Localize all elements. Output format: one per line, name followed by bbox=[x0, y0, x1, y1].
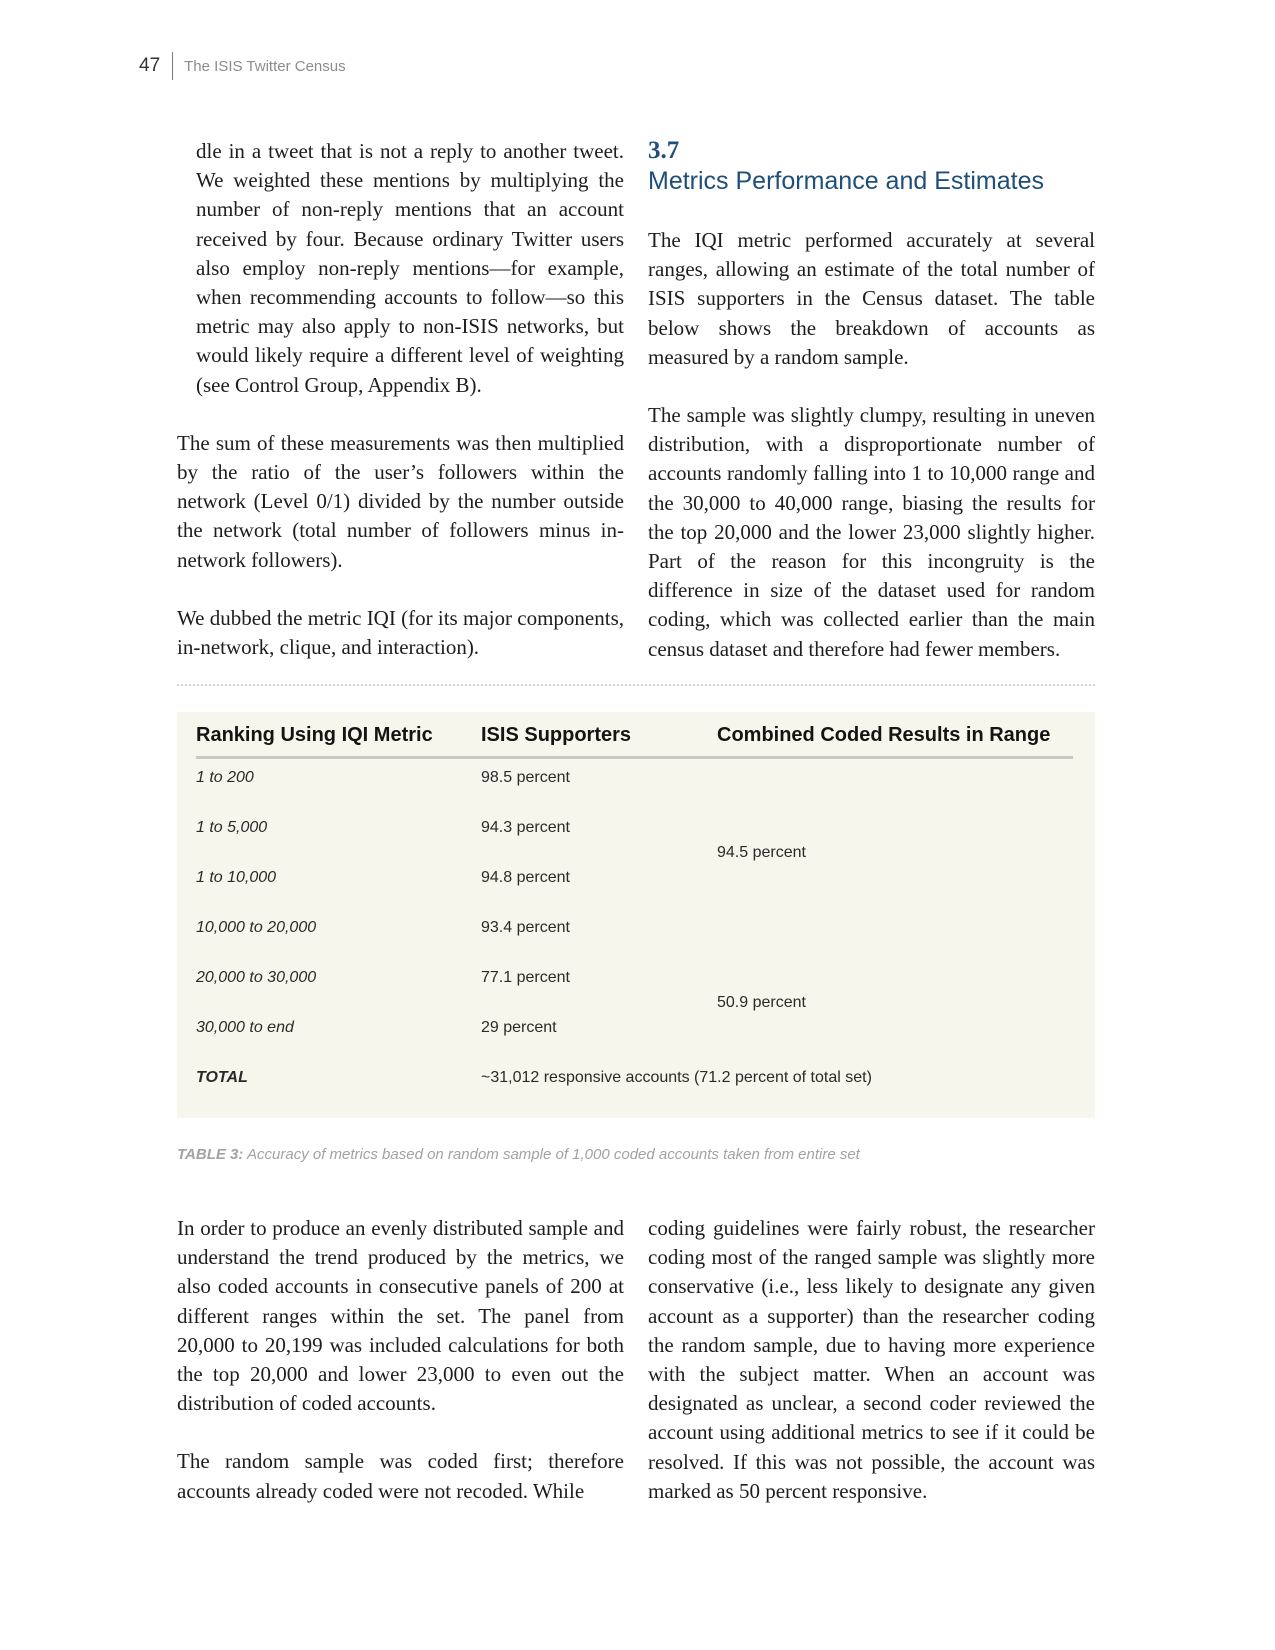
table-row bbox=[177, 966, 1095, 990]
ranking-cell: 20,000 to 30,000 bbox=[196, 969, 317, 986]
ranking-cell: 1 to 200 bbox=[196, 769, 254, 786]
top-left-column bbox=[177, 137, 624, 662]
column-header-ranking: Ranking Using IQI Metric bbox=[196, 724, 433, 746]
paragraph: dle in a tweet that is not a reply to another tweet. We weighted these mentions by multiplying the number of non-reply mentions that an account received by four. Because ordinary Twitter users also employ non-reply mentions—for example, when recommending accounts to follow—so this metric may also apply to non-ISIS networks, but would likely require a different level of weighting (see Control Group, Appendix B). bbox=[196, 139, 624, 397]
top-right-column bbox=[648, 137, 1095, 664]
table-row bbox=[177, 916, 1095, 940]
page-number: 47 bbox=[139, 55, 161, 76]
caption-label: TABLE 3: bbox=[177, 1146, 244, 1163]
table-row bbox=[177, 866, 1095, 890]
paragraph: The IQI metric performed accurately at several ranges, allowing an estimate of the total number of ISIS supporters in the Census dataset. The table below shows the breakdown of accounts as measured by a random sample. bbox=[648, 228, 1095, 369]
table-caption bbox=[177, 1146, 1095, 1163]
paragraph: In order to produce an evenly distributed sample and understand the trend produced by the metrics, we also coded accounts in consecutive panels of 200 at different ranges within the set. The panel from 20,000 to 20,199 was included calculations for both the top 20,000 and lower 23,000 to even out the distribution of coded accounts. bbox=[177, 1216, 624, 1416]
combined-result-lower: 50.9 percent bbox=[717, 994, 806, 1011]
table-row bbox=[177, 1016, 1095, 1040]
table-total-row bbox=[177, 1066, 1095, 1090]
bottom-left-column bbox=[177, 1214, 624, 1506]
header-rule bbox=[196, 756, 1073, 759]
column-header-supporters: ISIS Supporters bbox=[481, 724, 632, 746]
column-header-combined: Combined Coded Results in Range bbox=[717, 724, 1051, 746]
total-value: ~31,012 responsive accounts (71.2 percent of total set) bbox=[481, 1069, 872, 1086]
paragraph: We dubbed the metric IQI (for its major components, in-network, clique, and interaction). bbox=[177, 605, 624, 660]
paragraph: The random sample was coded first; therefore accounts already coded were not recoded. While bbox=[177, 1449, 624, 1503]
section-title: Metrics Performance and Estimates bbox=[648, 167, 1044, 195]
ranking-cell: 1 to 10,000 bbox=[196, 869, 277, 886]
ranking-cell: 30,000 to end bbox=[196, 1019, 294, 1036]
section-number: 3.7 bbox=[648, 137, 680, 164]
supporters-cell: 94.8 percent bbox=[481, 869, 570, 886]
table-row bbox=[177, 816, 1095, 840]
supporters-cell: 94.3 percent bbox=[481, 819, 570, 836]
ranking-cell: 1 to 5,000 bbox=[196, 819, 268, 836]
total-label: TOTAL bbox=[196, 1069, 248, 1086]
metrics-table bbox=[177, 712, 1095, 1118]
running-header bbox=[139, 52, 346, 80]
supporters-cell: 29 percent bbox=[481, 1019, 557, 1036]
table-row bbox=[177, 766, 1095, 790]
ranking-cell: 10,000 to 20,000 bbox=[196, 919, 317, 936]
bottom-right-column bbox=[648, 1214, 1095, 1506]
supporters-cell: 93.4 percent bbox=[481, 919, 570, 936]
running-title: The ISIS Twitter Census bbox=[184, 57, 346, 75]
supporters-cell: 77.1 percent bbox=[481, 969, 570, 986]
combined-result-top: 94.5 percent bbox=[717, 844, 806, 861]
paragraph: The sum of these measurements was then multiplied by the ratio of the user’s followers within the network (Level 0/1) divided by the number outside the network (total number of followers minus in-network followers). bbox=[177, 430, 624, 572]
caption-text: Accuracy of metrics based on random sample of 1,000 coded accounts taken from entire set bbox=[247, 1146, 860, 1163]
header-divider bbox=[172, 52, 173, 80]
paragraph: The sample was slightly clumpy, resulting in uneven distribution, with a disproportionate number of accounts randomly falling into 1 to 10,000 range and the 30,000 to 40,000 range, biasing the results for the top 20,000 and the lower 23,000 slightly higher. Part of the reason for this incongruity is the difference in size of the dataset used for random coding, which was collected earlier than the main census dataset and therefore had fewer members. bbox=[648, 403, 1095, 661]
supporters-cell: 98.5 percent bbox=[481, 769, 570, 786]
dotted-divider bbox=[177, 684, 1095, 686]
paragraph: coding guidelines were fairly robust, the researcher coding most of the ranged sample was slightly more conservative (i.e., less likely to designate any given account as a supporter) than the researcher coding the random sample, due to having more experience with the subject matter. When an account was designated as unclear, a second coder reviewed the account using additional metrics to see if it could be resolved. If this was not possible, the account was marked as 50 percent responsive. bbox=[648, 1216, 1095, 1503]
